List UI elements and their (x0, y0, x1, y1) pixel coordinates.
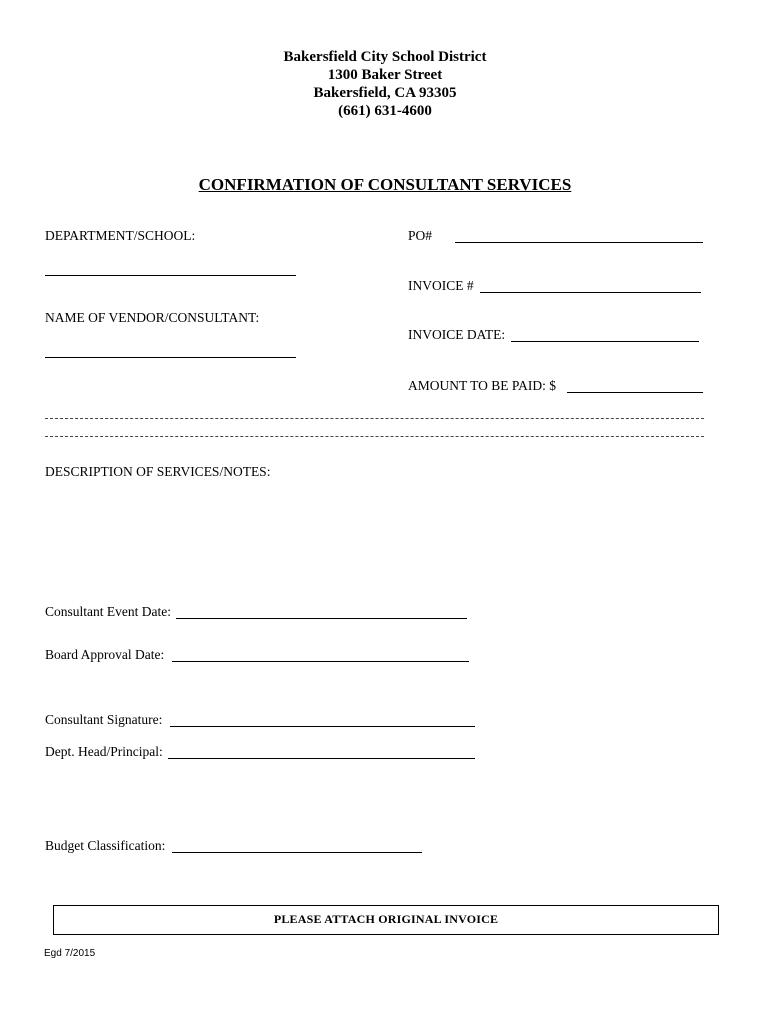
invoice-number-label: INVOICE # (408, 278, 474, 293)
dashed-divider (45, 436, 704, 437)
dashed-divider (45, 418, 704, 419)
dept-head-principal-label: Dept. Head/Principal: (45, 744, 163, 759)
consultant-signature-field[interactable] (170, 726, 475, 727)
department-school-field[interactable] (45, 275, 296, 276)
invoice-number-field[interactable] (480, 292, 701, 293)
district-phone: (661) 631-4600 (338, 103, 432, 119)
vendor-consultant-field[interactable] (45, 357, 296, 358)
description-area[interactable] (45, 484, 704, 594)
po-number-field[interactable] (455, 242, 703, 243)
budget-classification-field[interactable] (172, 852, 422, 853)
attach-invoice-text: PLEASE ATTACH ORIGINAL INVOICE (273, 912, 499, 926)
consultant-event-date-field[interactable] (176, 618, 467, 619)
invoice-date-field[interactable] (511, 341, 699, 342)
department-school-label: DEPARTMENT/SCHOOL: (45, 228, 196, 243)
consultant-signature-label: Consultant Signature: (45, 712, 163, 727)
amount-to-be-paid-field[interactable] (567, 392, 703, 393)
board-approval-date-label: Board Approval Date: (45, 647, 165, 662)
po-number-label: PO# (408, 228, 433, 243)
vendor-consultant-label: NAME OF VENDOR/CONSULTANT: (45, 310, 260, 325)
district-street: 1300 Baker Street (327, 67, 443, 83)
district-name: Bakersfield City School District (283, 49, 487, 65)
form-title: CONFIRMATION OF CONSULTANT SERVICES (198, 175, 572, 194)
dept-head-principal-field[interactable] (168, 758, 475, 759)
board-approval-date-field[interactable] (172, 661, 469, 662)
form-version: Egd 7/2015 (44, 948, 96, 959)
district-city: Bakersfield, CA 93305 (313, 85, 457, 101)
budget-classification-label: Budget Classification: (45, 838, 166, 853)
consultant-event-date-label: Consultant Event Date: (45, 604, 171, 619)
description-label: DESCRIPTION OF SERVICES/NOTES: (45, 464, 271, 479)
attach-invoice-notice (53, 905, 719, 935)
amount-to-be-paid-label: AMOUNT TO BE PAID: $ (408, 378, 557, 393)
invoice-date-label: INVOICE DATE: (408, 327, 506, 342)
